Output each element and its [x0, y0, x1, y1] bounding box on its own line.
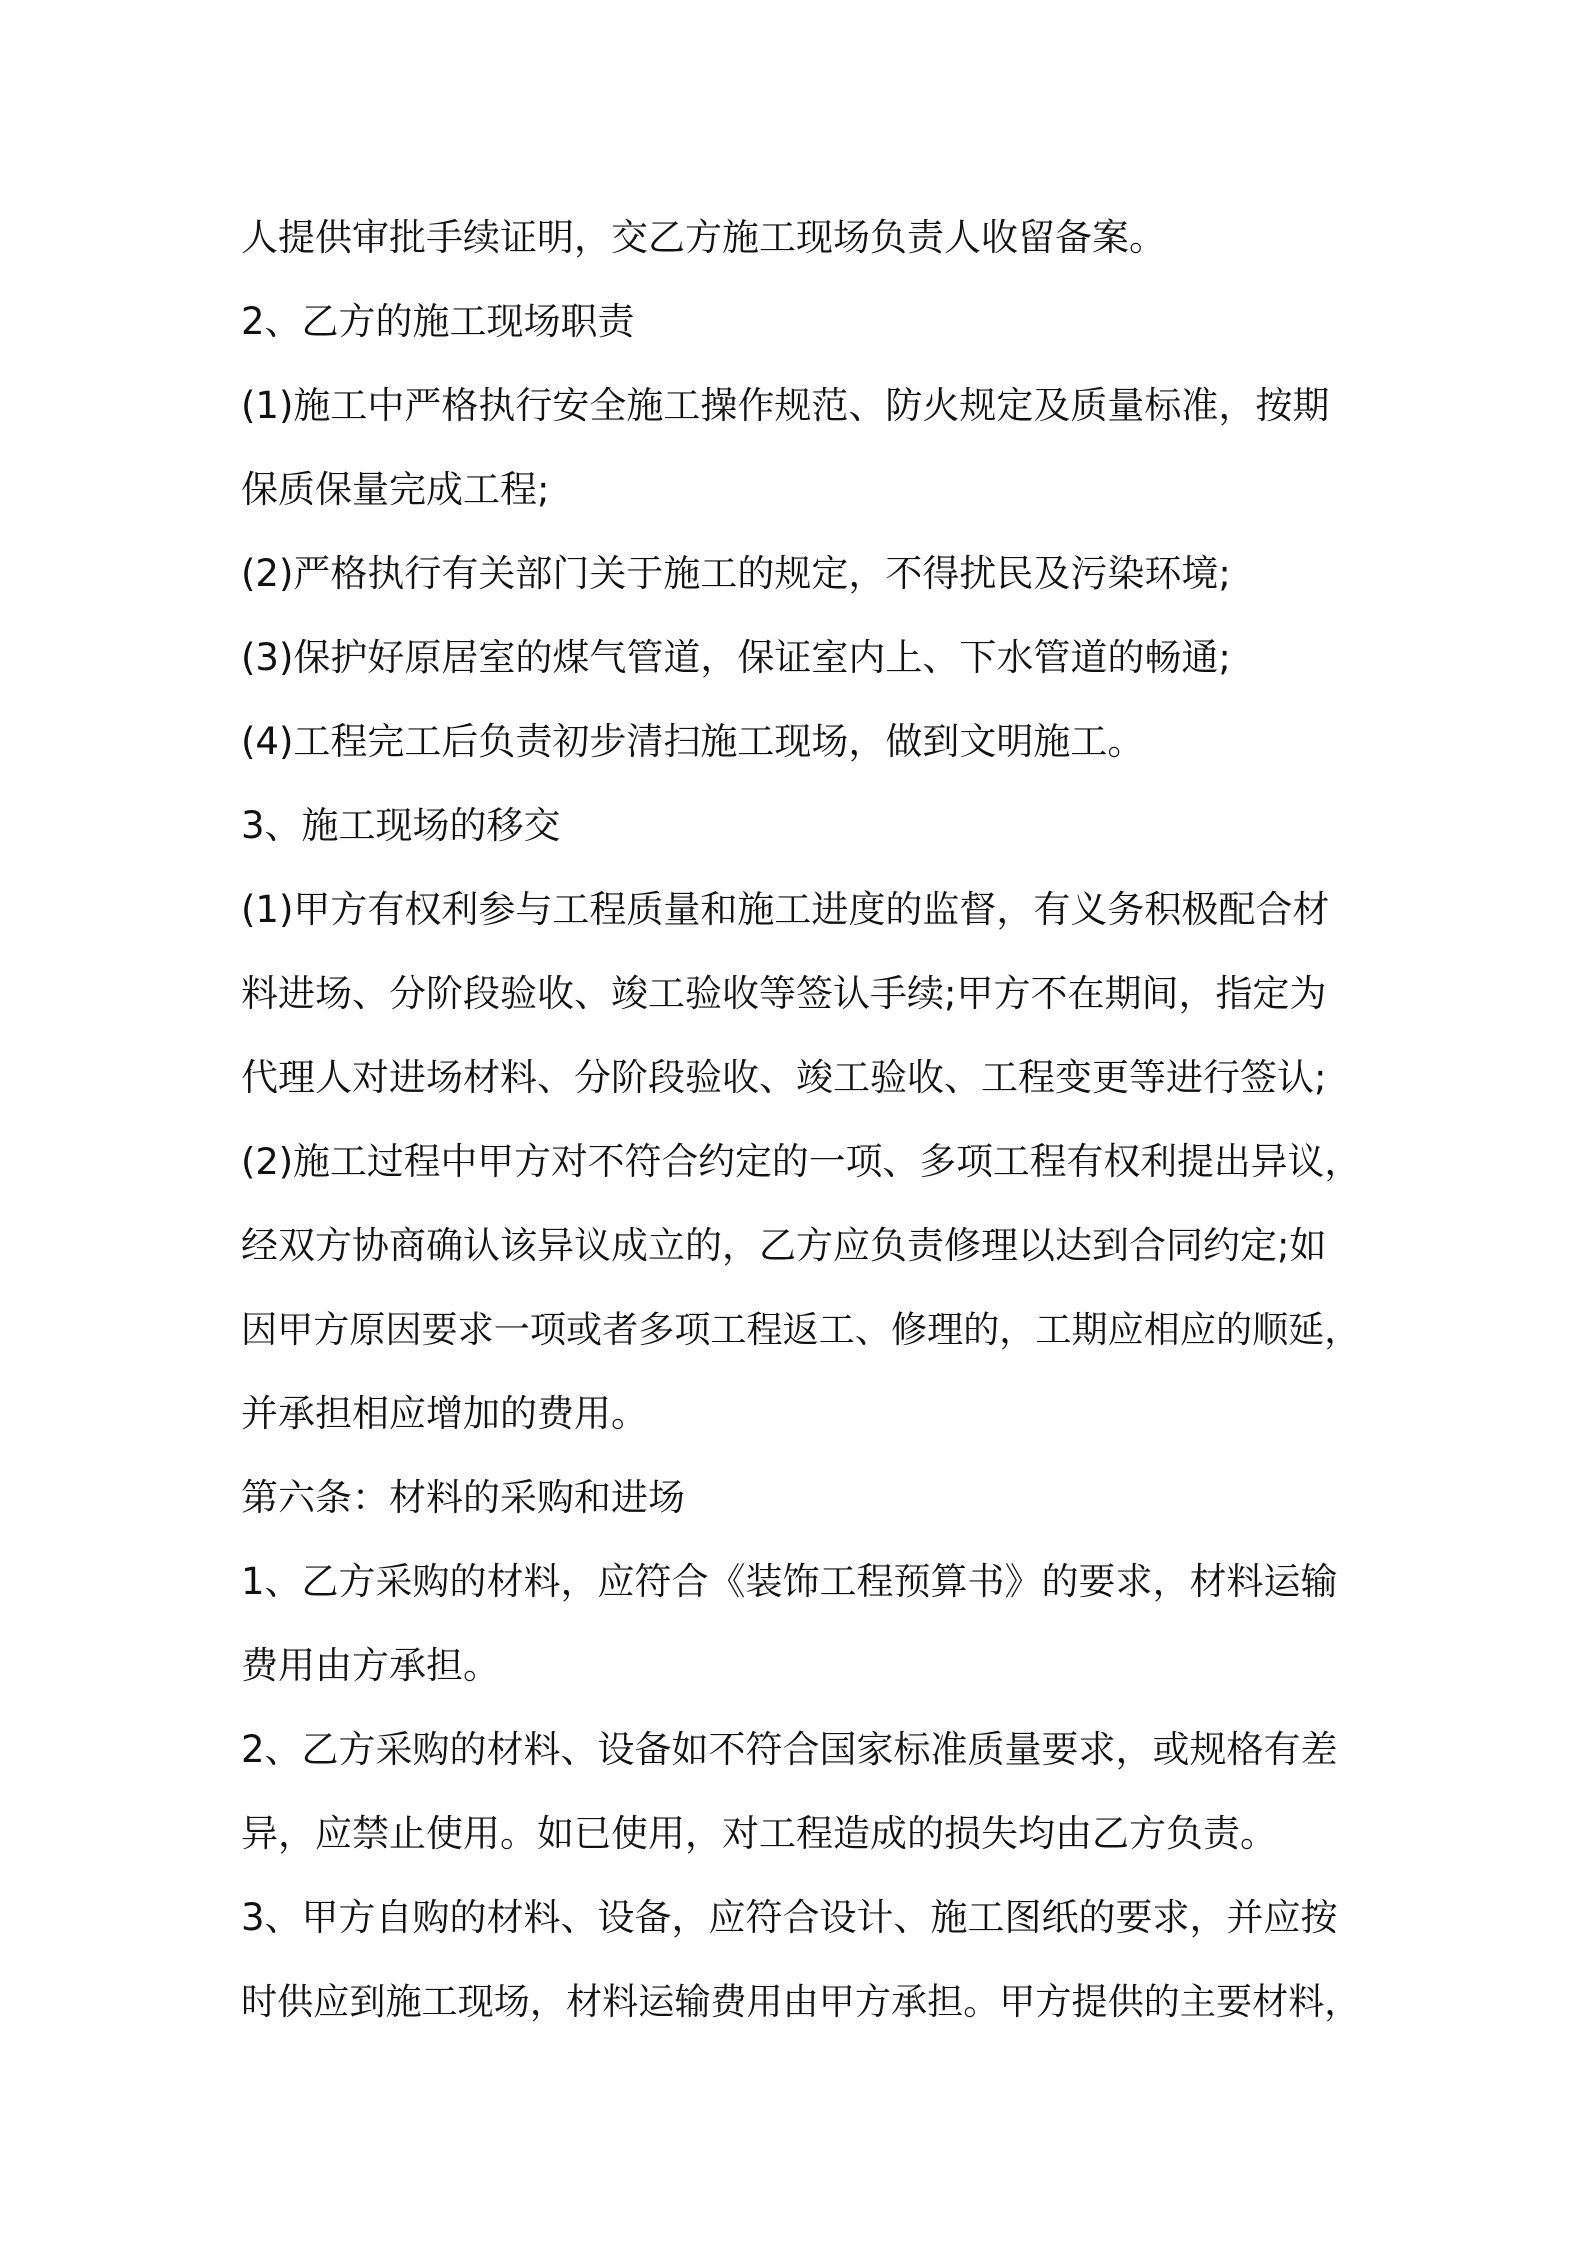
text-line: 费用由方承担。 [241, 1644, 500, 1687]
text-line: 代理人对进场材料、分阶段验收、竣工验收、工程变更等进行签认; [241, 1056, 1327, 1099]
text-line: 料进场、分阶段验收、竣工验收等签认手续;甲方不在期间，指定为 [241, 972, 1327, 1015]
text-line: 保质保量完成工程; [241, 468, 550, 511]
section-heading: 2、乙方的施工现场职责 [241, 300, 635, 343]
article-heading: 第六条：材料的采购和进场 [241, 1476, 685, 1519]
text-line: 1、乙方采购的材料，应符合《装饰工程预算书》的要求，材料运输 [241, 1560, 1338, 1603]
text-line: (4)工程完工后负责初步清扫施工现场，做到文明施工。 [241, 720, 1145, 763]
text-line: (1)施工中严格执行安全施工操作规范、防火规定及质量标准，按期 [241, 384, 1330, 427]
text-line: 经双方协商确认该异议成立的，乙方应负责修理以达到合同约定;如 [241, 1224, 1327, 1267]
text-line: 因甲方原因要求一项或者多项工程返工、修理的，工期应相应的顺延， [241, 1308, 1361, 1351]
text-line: (2)施工过程中甲方对不符合约定的一项、多项工程有权利提出异议， [241, 1140, 1362, 1183]
text-line: (2)严格执行有关部门关于施工的规定，不得扰民及污染环境; [241, 552, 1231, 595]
text-line: 异，应禁止使用。如已使用，对工程造成的损失均由乙方负责。 [241, 1812, 1277, 1855]
text-line: 人提供审批手续证明，交乙方施工现场负责人收留备案。 [241, 216, 1166, 259]
text-line: (3)保护好原居室的煤气管道，保证室内上、下水管道的畅通; [241, 636, 1231, 679]
text-line: 2、乙方采购的材料、设备如不符合国家标准质量要求，或规格有差 [241, 1728, 1338, 1771]
document-body [241, 196, 1361, 2044]
text-line: 并承担相应增加的费用。 [241, 1392, 648, 1435]
text-line: 时供应到施工现场，材料运输费用由甲方承担。甲方提供的主要材料， [241, 1980, 1361, 2023]
text-line: 3、甲方自购的材料、设备，应符合设计、施工图纸的要求，并应按 [241, 1896, 1338, 1939]
section-heading: 3、施工现场的移交 [241, 804, 561, 847]
text-line: (1)甲方有权利参与工程质量和施工进度的监督，有义务积极配合材 [241, 888, 1330, 931]
